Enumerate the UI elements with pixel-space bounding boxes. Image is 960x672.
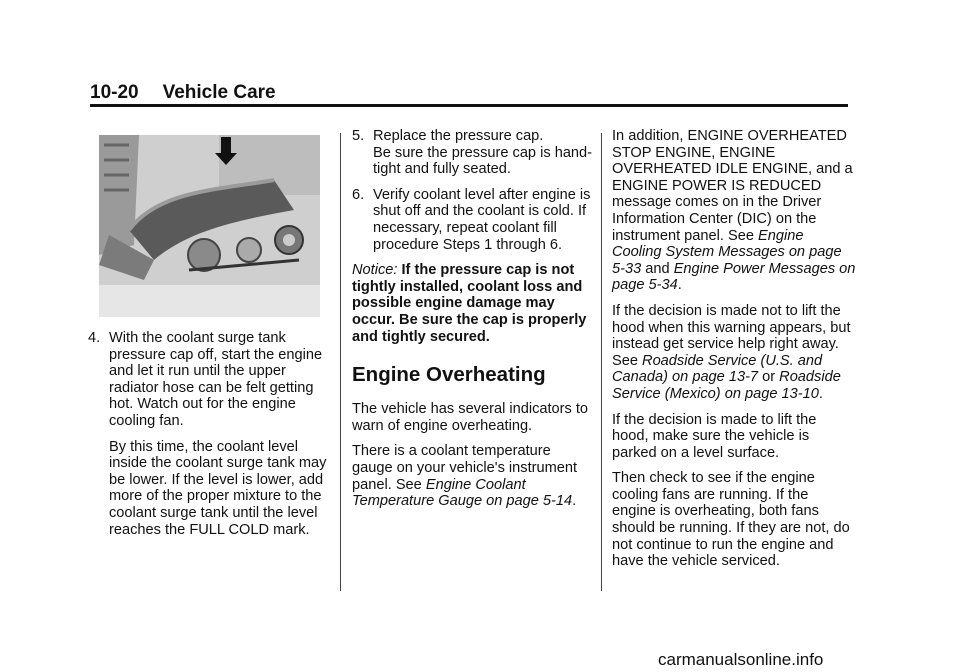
step-5-line1: Replace the pressure cap.	[373, 128, 544, 144]
para-messages-text: In addition, ENGINE OVERHEATED STOP ENGINE, ENGINE OVERHEATED IDLE ENGINE, and a ENGINE POWER IS REDUCED message comes on in the Driver Information Center (DIC) on the instrument panel. See	[612, 128, 853, 244]
step-6-number: 6.	[352, 186, 365, 203]
watermark: carmanualsonline.info	[658, 650, 824, 669]
para-service	[612, 303, 856, 403]
roadside-us-link[interactable]: Roadside Service (U.S. and Canada) on page 13-7	[612, 352, 823, 386]
step-5-number: 5.	[352, 128, 365, 144]
section-heading: Engine Overheating	[352, 363, 546, 387]
para-service-end: .	[818, 385, 823, 402]
step-4-number: 4.	[88, 330, 101, 346]
engine-illustration	[99, 135, 320, 317]
para-messages-end: .	[677, 277, 682, 294]
para-service-text: If the decision is made not to lift the hood when this warning appears, but instead get service help right away. See	[612, 302, 851, 369]
header-rule	[90, 104, 848, 107]
para-cooling-fans: Then check to see if the engine cooling fans are running. If the engine is overheating, both fans should be running. If they are not, do not continue to run the engine and have the vehicle serviced.	[612, 470, 850, 570]
column-divider-2	[601, 133, 602, 591]
notice-text: If the pressure cap is not tightly installed, coolant loss and possible engine damage may occur. Be sure the cap is properly and tightly secured.	[352, 262, 587, 345]
left-column	[88, 330, 338, 547]
para-level-surface: If the decision is made to lift the hood, make sure the vehicle is parked on a level surface.	[612, 411, 817, 461]
step-4	[88, 330, 338, 430]
para-service-or: or	[758, 369, 780, 386]
para-gauge	[352, 443, 594, 509]
step-6	[352, 187, 594, 253]
engine-photo	[99, 135, 320, 317]
step-4-followup-text: By this time, the coolant level inside the coolant surge tank may be lower. If the level is lower, add more of the proper mixture to the coolant surge tank until the level reaches the FULL COLD mark.	[109, 438, 327, 538]
step-6-text: Verify coolant level after engine is shut off and the coolant is cold. If necessary, repeat coolant fill procedure Steps 1 through 6.	[373, 186, 591, 253]
power-messages-link[interactable]: Engine Power Messages on page 5-34	[612, 260, 856, 294]
column-divider-1	[340, 133, 341, 591]
gauge-reference-link[interactable]: Engine Coolant Temperature Gauge on page 5-14	[352, 476, 573, 510]
para-gauge-text: There is a coolant temperature gauge on your vehicle's instrument panel. See	[352, 443, 578, 493]
step-5-line2: Be sure the pressure cap is hand-tight and fully seated.	[373, 144, 593, 178]
page-header	[90, 82, 276, 104]
page-number: 10-20	[90, 82, 139, 103]
notice-label: Notice:	[352, 262, 398, 279]
para-indicators: The vehicle has several indicators to warn of engine overheating.	[352, 401, 589, 434]
step-4-followup	[88, 439, 338, 539]
step-4-text: With the coolant surge tank pressure cap off, start the engine and let it run until the upper radiator hose can be felt getting hot. Watch out for the engine cooling fan.	[109, 330, 323, 429]
section-title: Vehicle Care	[162, 82, 276, 103]
para-messages-and: and	[641, 260, 674, 277]
cooling-messages-link[interactable]: Engine Cooling System Messages on page 5-33	[612, 227, 842, 277]
roadside-mexico-link[interactable]: Roadside Service (Mexico) on page 13-10	[612, 369, 841, 402]
middle-column	[352, 128, 594, 519]
para-messages	[612, 128, 856, 294]
step-5	[352, 128, 594, 178]
right-column	[612, 128, 856, 579]
para-gauge-end: .	[572, 493, 577, 510]
notice	[352, 262, 594, 345]
